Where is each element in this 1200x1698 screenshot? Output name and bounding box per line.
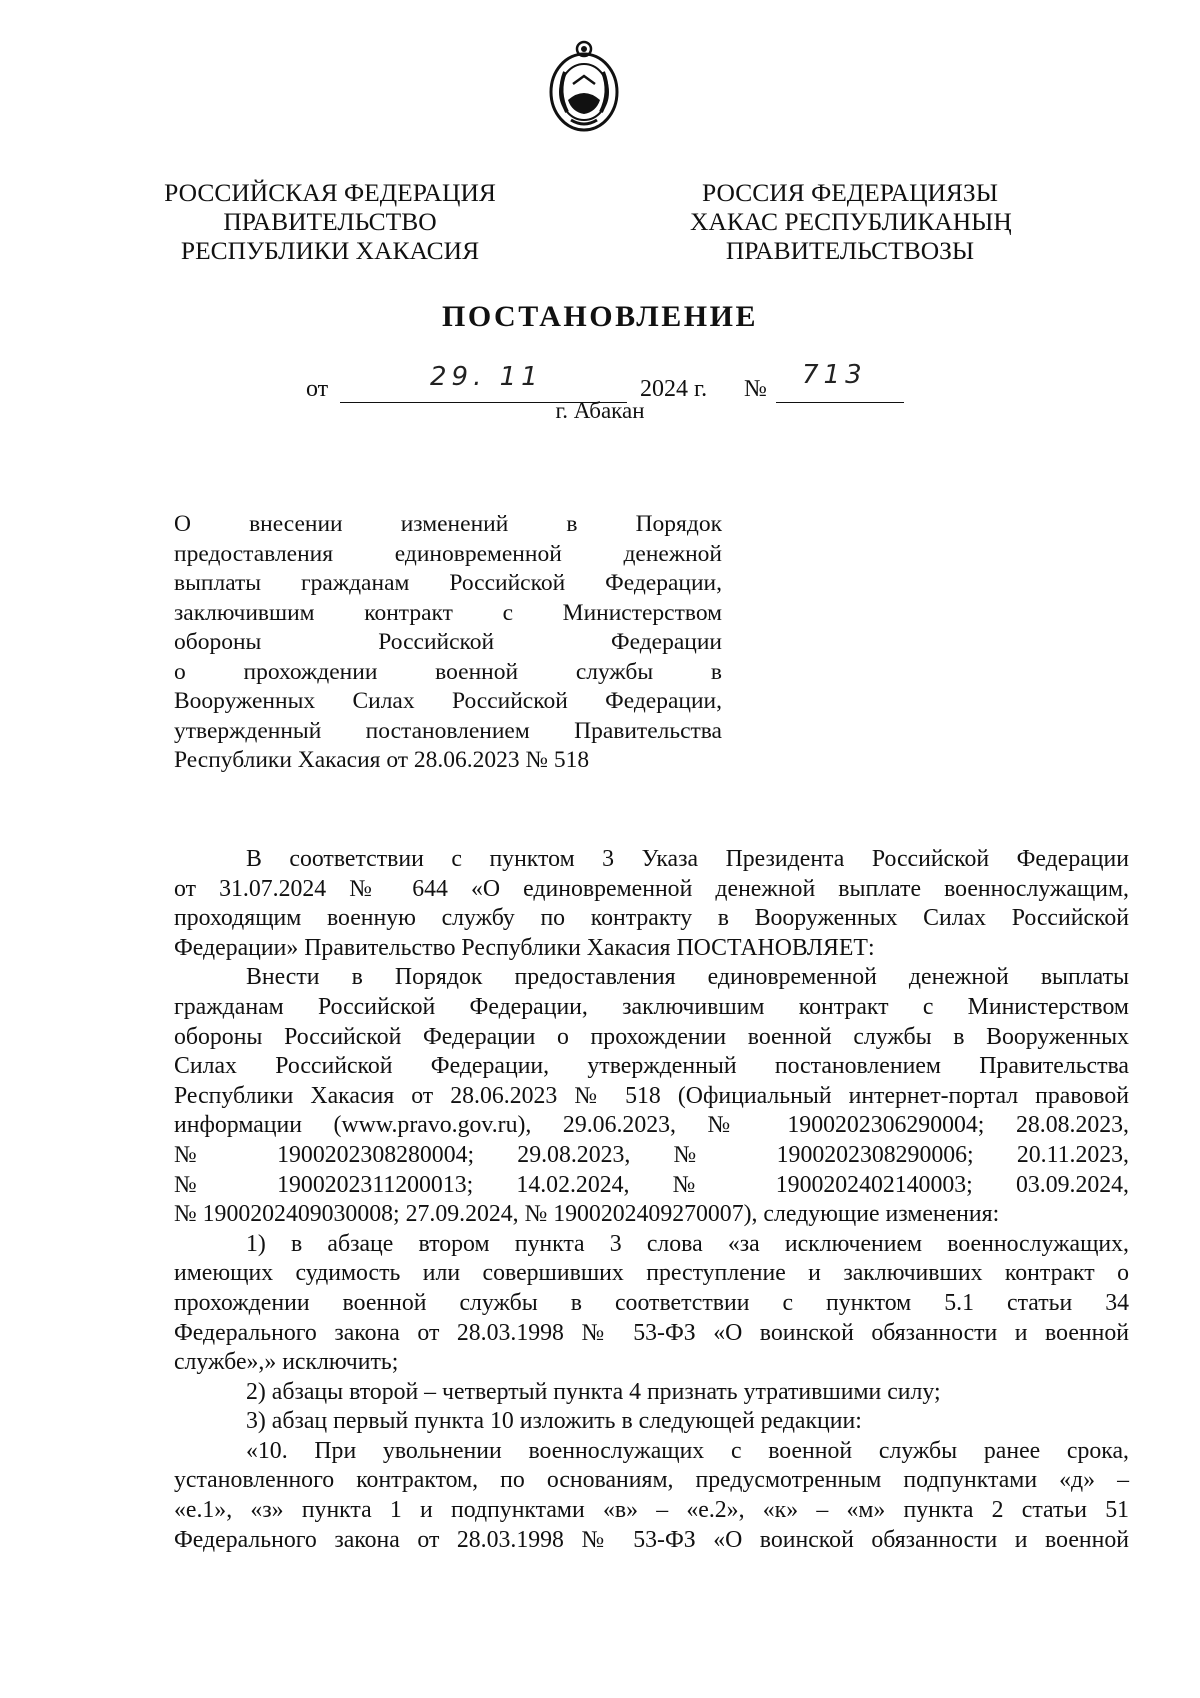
body-line: № 1900202308280004; 29.08.2023, № 1900202308290006; 20.11.2023, (174, 1141, 1129, 1168)
date-handwritten: 29. 11 (430, 362, 543, 392)
body-line: «е.1», «з» пункта 1 и подпунктами «в» – «е.2», «к» – «м» пункта 2 статьи 51 (174, 1497, 1129, 1524)
number-sign: № (744, 376, 767, 402)
doc-type-title: ПОСТАНОВЛЕНИЕ (442, 300, 758, 333)
body-line: от 31.07.2024 № 644 «О единовременной денежной выплате военнослужащим, (174, 875, 1129, 902)
subject-line: о прохождении военной службы в (174, 658, 722, 685)
body-line: Республики Хакасия от 28.06.2023 № 518 (Официальный интернет-портал правовой (174, 1082, 1129, 1109)
body-line: В соответствии с пунктом 3 Указа Президента Российской Федерации (246, 846, 1129, 872)
body-line: № 1900202409030008; 27.09.2024, № 1900202409270007), следующие изменения: (174, 1201, 1000, 1228)
number-handwritten: 713 (802, 360, 867, 390)
body-line: 1) в абзаце втором пункта 3 слова «за исключением военнослужащих, (246, 1230, 1129, 1257)
subject-line: выплаты гражданам Российской Федерации, (174, 570, 722, 596)
body-line: Федерального закона от 28.03.1998 № 53-ФЗ «О воинской обязанности и военной (174, 1319, 1129, 1346)
emblem-icon (543, 38, 625, 134)
subject-block (174, 510, 722, 776)
body-line: имеющих судимость или совершивших преступление и заключивших контракт о (174, 1260, 1129, 1287)
subject-line: Вооруженных Силах Российской Федерации, (174, 688, 722, 714)
header-left (160, 178, 500, 265)
body-line: 3) абзац первый пункта 10 изложить в следующей редакции: (246, 1408, 862, 1435)
body-line: установленного контрактом, по основаниям, предусмотренным подпунктами «д» – (174, 1467, 1129, 1494)
header-right-line: ХАКАС РЕСПУБЛИКАНЫҢ (690, 207, 1012, 236)
date-year: 2024 г. (640, 376, 708, 402)
body-line: обороны Российской Федерации о прохождении военной службы в Вооруженных (174, 1023, 1129, 1050)
document-body (174, 845, 1129, 1555)
body-line: Федерального закона от 28.03.1998 № 53-ФЗ «О воинской обязанности и военной (174, 1526, 1129, 1553)
body-line: гражданам Российской Федерации, заключившим контракт с Министерством (174, 993, 1129, 1020)
subject-line: утвержденный постановлением Правительства (174, 717, 722, 744)
header-left-line: РЕСПУБЛИКИ ХАКАСИЯ (180, 236, 480, 265)
body-line: прохождении военной службы в соответствии с пунктом 5.1 статьи 34 (174, 1289, 1129, 1316)
body-line: службе»,» исключить; (174, 1349, 399, 1376)
date-line (0, 360, 1200, 402)
body-line: Силах Российской Федерации, утвержденный постановлением Правительства (174, 1053, 1129, 1080)
body-line: № 1900202311200013; 14.02.2024, № 1900202402140003; 03.09.2024, (174, 1171, 1129, 1198)
body-line: «10. При увольнении военнослужащих с военной службы ранее срока, (246, 1437, 1129, 1464)
header-right (690, 178, 1010, 265)
subject-line: предоставления единовременной денежной (174, 540, 722, 567)
header-right-line: ПРАВИТЕЛЬСТВОЗЫ (725, 236, 975, 265)
subject-line: обороны Российской Федерации (174, 629, 722, 655)
city: г. Абакан (555, 398, 645, 423)
header-left-line: РОССИЙСКАЯ ФЕДЕРАЦИЯ (164, 178, 496, 207)
body-line: 2) абзацы второй – четвертый пункта 4 признать утратившими силу; (246, 1378, 941, 1405)
body-line: проходящим военную службу по контракту в Вооруженных Силах Российской (174, 905, 1129, 932)
header-left-line: ПРАВИТЕЛЬСТВО (223, 207, 437, 236)
body-line: Федерации» Правительство Республики Хакасия ПОСТАНОВЛЯЕТ: (174, 934, 875, 961)
date-prefix: от (306, 376, 329, 402)
header-right-line: РОССИЯ ФЕДЕРАЦИЯЗЫ (702, 178, 998, 207)
body-line: информации (www.pravo.gov.ru), 29.06.2023, № 1900202306290004; 28.08.2023, (174, 1112, 1129, 1139)
subject-line: О внесении изменений в Порядок (174, 511, 722, 537)
subject-line: заключившим контракт с Министерством (174, 599, 722, 626)
subject-line: Республики Хакасия от 28.06.2023 № 518 (174, 747, 590, 773)
body-line: Внести в Порядок предоставления единовременной денежной выплаты (246, 964, 1129, 991)
